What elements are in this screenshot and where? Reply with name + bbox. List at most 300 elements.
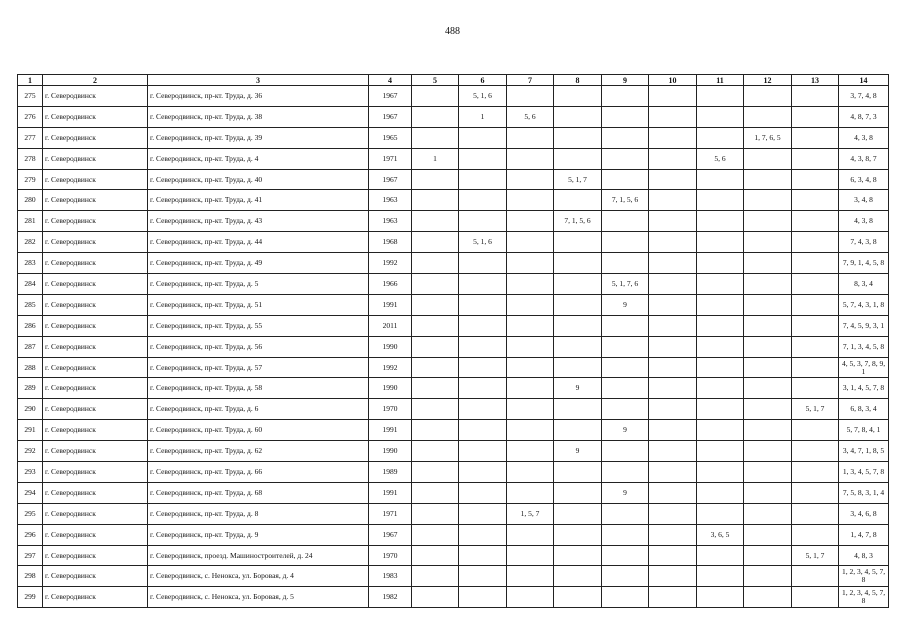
table-row bbox=[18, 399, 889, 420]
col5-cell bbox=[412, 441, 459, 462]
col13-cell bbox=[792, 148, 839, 169]
table-row bbox=[18, 357, 889, 378]
col13-cell bbox=[792, 274, 839, 295]
col12-cell bbox=[744, 336, 792, 357]
col7-cell bbox=[507, 274, 554, 295]
col11-cell bbox=[697, 503, 744, 524]
year-cell: 1966 bbox=[369, 274, 412, 295]
city-cell: г. Северодвинск bbox=[43, 315, 148, 336]
col11-cell: 3, 6, 5 bbox=[697, 524, 744, 545]
col7-cell bbox=[507, 169, 554, 190]
table-header-row bbox=[18, 75, 889, 86]
col6-cell bbox=[459, 482, 507, 503]
row-number: 298 bbox=[18, 566, 43, 587]
col10-cell bbox=[649, 211, 697, 232]
year-cell: 1982 bbox=[369, 587, 412, 608]
col9-cell bbox=[602, 566, 649, 587]
col7-cell bbox=[507, 462, 554, 483]
address-cell: г. Северодвинск, пр-кт. Труда, д. 9 bbox=[148, 524, 369, 545]
year-cell: 1971 bbox=[369, 503, 412, 524]
col14-cell: 3, 4, 6, 8 bbox=[839, 503, 889, 524]
col12-cell bbox=[744, 503, 792, 524]
col9-cell bbox=[602, 211, 649, 232]
col9-cell bbox=[602, 587, 649, 608]
col10-cell bbox=[649, 524, 697, 545]
col7-cell bbox=[507, 294, 554, 315]
col14-cell: 7, 4, 3, 8 bbox=[839, 232, 889, 253]
address-cell: г. Северодвинск, пр-кт. Труда, д. 36 bbox=[148, 86, 369, 107]
col6-cell: 1 bbox=[459, 106, 507, 127]
col14-cell: 1, 4, 7, 8 bbox=[839, 524, 889, 545]
year-cell: 1971 bbox=[369, 148, 412, 169]
col6-cell bbox=[459, 503, 507, 524]
col13-cell bbox=[792, 587, 839, 608]
col9-cell bbox=[602, 127, 649, 148]
col13-cell bbox=[792, 441, 839, 462]
table-row bbox=[18, 169, 889, 190]
col7-cell bbox=[507, 420, 554, 441]
col7-cell bbox=[507, 336, 554, 357]
col10-cell bbox=[649, 315, 697, 336]
year-cell: 1967 bbox=[369, 169, 412, 190]
col12-cell bbox=[744, 399, 792, 420]
col14-cell: 4, 3, 8 bbox=[839, 211, 889, 232]
col13-cell: 5, 1, 7 bbox=[792, 399, 839, 420]
col9-cell bbox=[602, 503, 649, 524]
year-cell: 1967 bbox=[369, 524, 412, 545]
col13-cell bbox=[792, 253, 839, 274]
col6-cell bbox=[459, 294, 507, 315]
col8-cell: 9 bbox=[554, 441, 602, 462]
row-number: 276 bbox=[18, 106, 43, 127]
col12-cell bbox=[744, 482, 792, 503]
col10-cell bbox=[649, 294, 697, 315]
year-cell: 1991 bbox=[369, 420, 412, 441]
col8-cell bbox=[554, 106, 602, 127]
year-cell: 1992 bbox=[369, 357, 412, 378]
col5-cell bbox=[412, 86, 459, 107]
row-number: 281 bbox=[18, 211, 43, 232]
col9-cell bbox=[602, 357, 649, 378]
col8-cell bbox=[554, 127, 602, 148]
col13-cell bbox=[792, 86, 839, 107]
column-header-7: 7 bbox=[507, 75, 554, 86]
col14-cell: 7, 4, 5, 9, 3, 1 bbox=[839, 315, 889, 336]
table-row bbox=[18, 482, 889, 503]
col11-cell bbox=[697, 211, 744, 232]
col13-cell bbox=[792, 462, 839, 483]
col9-cell: 5, 1, 7, 6 bbox=[602, 274, 649, 295]
city-cell: г. Северодвинск bbox=[43, 462, 148, 483]
col10-cell bbox=[649, 357, 697, 378]
address-cell: г. Северодвинск, пр-кт. Труда, д. 58 bbox=[148, 378, 369, 399]
col14-cell: 3, 4, 7, 1, 8, 5 bbox=[839, 441, 889, 462]
col11-cell bbox=[697, 462, 744, 483]
address-cell: г. Северодвинск, пр-кт. Труда, д. 44 bbox=[148, 232, 369, 253]
year-cell: 1990 bbox=[369, 378, 412, 399]
col5-cell: 1 bbox=[412, 148, 459, 169]
col10-cell bbox=[649, 127, 697, 148]
col13-cell bbox=[792, 294, 839, 315]
col14-cell: 1, 2, 3, 4, 5, 7, 8 bbox=[839, 566, 889, 587]
table-row bbox=[18, 566, 889, 587]
table-row bbox=[18, 524, 889, 545]
table-row bbox=[18, 462, 889, 483]
col6-cell bbox=[459, 315, 507, 336]
col8-cell bbox=[554, 587, 602, 608]
col6-cell bbox=[459, 524, 507, 545]
city-cell: г. Северодвинск bbox=[43, 274, 148, 295]
col11-cell bbox=[697, 274, 744, 295]
col14-cell: 1, 3, 4, 5, 7, 8 bbox=[839, 462, 889, 483]
col8-cell bbox=[554, 420, 602, 441]
table-row bbox=[18, 294, 889, 315]
column-header-9: 9 bbox=[602, 75, 649, 86]
col5-cell bbox=[412, 545, 459, 566]
col5-cell bbox=[412, 169, 459, 190]
col8-cell bbox=[554, 253, 602, 274]
column-header-13: 13 bbox=[792, 75, 839, 86]
col11-cell bbox=[697, 399, 744, 420]
row-number: 293 bbox=[18, 462, 43, 483]
col7-cell bbox=[507, 127, 554, 148]
row-number: 286 bbox=[18, 315, 43, 336]
col8-cell bbox=[554, 315, 602, 336]
col10-cell bbox=[649, 190, 697, 211]
address-cell: г. Северодвинск, пр-кт. Труда, д. 5 bbox=[148, 274, 369, 295]
col10-cell bbox=[649, 420, 697, 441]
address-cell: г. Северодвинск, пр-кт. Труда, д. 55 bbox=[148, 315, 369, 336]
column-header-14: 14 bbox=[839, 75, 889, 86]
col13-cell: 5, 1, 7 bbox=[792, 545, 839, 566]
col14-cell: 5, 7, 8, 4, 1 bbox=[839, 420, 889, 441]
col12-cell bbox=[744, 545, 792, 566]
col5-cell bbox=[412, 232, 459, 253]
city-cell: г. Северодвинск bbox=[43, 86, 148, 107]
column-header-1: 1 bbox=[18, 75, 43, 86]
col7-cell bbox=[507, 190, 554, 211]
col7-cell bbox=[507, 524, 554, 545]
col5-cell bbox=[412, 482, 459, 503]
col10-cell bbox=[649, 441, 697, 462]
col9-cell: 9 bbox=[602, 482, 649, 503]
col8-cell bbox=[554, 399, 602, 420]
col12-cell bbox=[744, 169, 792, 190]
col8-cell: 5, 1, 7 bbox=[554, 169, 602, 190]
col8-cell bbox=[554, 462, 602, 483]
col14-cell: 3, 7, 4, 8 bbox=[839, 86, 889, 107]
col6-cell bbox=[459, 441, 507, 462]
col5-cell bbox=[412, 462, 459, 483]
col5-cell bbox=[412, 274, 459, 295]
col11-cell bbox=[697, 587, 744, 608]
address-cell: г. Северодвинск, пр-кт. Труда, д. 68 bbox=[148, 482, 369, 503]
row-number: 292 bbox=[18, 441, 43, 462]
col13-cell bbox=[792, 106, 839, 127]
year-cell: 1991 bbox=[369, 294, 412, 315]
city-cell: г. Северодвинск bbox=[43, 169, 148, 190]
col11-cell bbox=[697, 106, 744, 127]
col13-cell bbox=[792, 482, 839, 503]
col6-cell bbox=[459, 190, 507, 211]
col8-cell bbox=[554, 148, 602, 169]
col13-cell bbox=[792, 232, 839, 253]
column-header-3: 3 bbox=[148, 75, 369, 86]
city-cell: г. Северодвинск bbox=[43, 503, 148, 524]
col6-cell bbox=[459, 462, 507, 483]
col8-cell bbox=[554, 545, 602, 566]
col7-cell bbox=[507, 315, 554, 336]
address-cell: г. Северодвинск, пр-кт. Труда, д. 60 bbox=[148, 420, 369, 441]
col11-cell bbox=[697, 86, 744, 107]
col11-cell bbox=[697, 357, 744, 378]
col10-cell bbox=[649, 253, 697, 274]
row-number: 296 bbox=[18, 524, 43, 545]
col10-cell bbox=[649, 274, 697, 295]
year-cell: 1990 bbox=[369, 441, 412, 462]
col13-cell bbox=[792, 357, 839, 378]
col7-cell bbox=[507, 399, 554, 420]
city-cell: г. Северодвинск bbox=[43, 420, 148, 441]
col11-cell bbox=[697, 566, 744, 587]
year-cell: 1965 bbox=[369, 127, 412, 148]
col5-cell bbox=[412, 566, 459, 587]
col12-cell bbox=[744, 232, 792, 253]
row-number: 290 bbox=[18, 399, 43, 420]
col13-cell bbox=[792, 211, 839, 232]
table-row bbox=[18, 503, 889, 524]
page-number: 488 bbox=[445, 26, 460, 37]
col9-cell bbox=[602, 253, 649, 274]
table-row bbox=[18, 315, 889, 336]
col14-cell: 1, 2, 3, 4, 5, 7, 8 bbox=[839, 587, 889, 608]
col10-cell bbox=[649, 399, 697, 420]
col11-cell bbox=[697, 294, 744, 315]
col7-cell bbox=[507, 545, 554, 566]
col6-cell bbox=[459, 127, 507, 148]
col7-cell: 5, 6 bbox=[507, 106, 554, 127]
col9-cell bbox=[602, 86, 649, 107]
col10-cell bbox=[649, 148, 697, 169]
col9-cell bbox=[602, 148, 649, 169]
col12-cell bbox=[744, 274, 792, 295]
col9-cell bbox=[602, 106, 649, 127]
address-cell: г. Северодвинск, пр-кт. Труда, д. 49 bbox=[148, 253, 369, 274]
col14-cell: 7, 9, 1, 4, 5, 8 bbox=[839, 253, 889, 274]
col8-cell bbox=[554, 524, 602, 545]
col10-cell bbox=[649, 482, 697, 503]
col9-cell bbox=[602, 378, 649, 399]
table-row bbox=[18, 86, 889, 107]
column-header-8: 8 bbox=[554, 75, 602, 86]
col12-cell bbox=[744, 566, 792, 587]
col11-cell bbox=[697, 545, 744, 566]
col9-cell bbox=[602, 336, 649, 357]
col7-cell bbox=[507, 148, 554, 169]
col12-cell bbox=[744, 148, 792, 169]
col10-cell bbox=[649, 566, 697, 587]
col8-cell bbox=[554, 190, 602, 211]
address-cell: г. Северодвинск, пр-кт. Труда, д. 40 bbox=[148, 169, 369, 190]
col5-cell bbox=[412, 399, 459, 420]
col6-cell bbox=[459, 545, 507, 566]
city-cell: г. Северодвинск bbox=[43, 378, 148, 399]
col7-cell bbox=[507, 482, 554, 503]
col14-cell: 7, 1, 3, 4, 5, 8 bbox=[839, 336, 889, 357]
col13-cell bbox=[792, 378, 839, 399]
col8-cell bbox=[554, 503, 602, 524]
table-body bbox=[18, 86, 889, 608]
col13-cell bbox=[792, 315, 839, 336]
col10-cell bbox=[649, 587, 697, 608]
col10-cell bbox=[649, 86, 697, 107]
address-cell: г. Северодвинск, пр-кт. Труда, д. 43 bbox=[148, 211, 369, 232]
col11-cell bbox=[697, 482, 744, 503]
city-cell: г. Северодвинск bbox=[43, 566, 148, 587]
col14-cell: 6, 8, 3, 4 bbox=[839, 399, 889, 420]
year-cell: 1992 bbox=[369, 253, 412, 274]
col5-cell bbox=[412, 315, 459, 336]
col10-cell bbox=[649, 378, 697, 399]
table-row bbox=[18, 545, 889, 566]
table-row bbox=[18, 106, 889, 127]
col9-cell: 9 bbox=[602, 420, 649, 441]
col5-cell bbox=[412, 378, 459, 399]
col8-cell bbox=[554, 294, 602, 315]
col11-cell bbox=[697, 336, 744, 357]
col12-cell bbox=[744, 294, 792, 315]
address-cell: г. Северодвинск, пр-кт. Труда, д. 41 bbox=[148, 190, 369, 211]
year-cell: 1990 bbox=[369, 336, 412, 357]
col6-cell bbox=[459, 336, 507, 357]
col11-cell bbox=[697, 190, 744, 211]
col11-cell bbox=[697, 127, 744, 148]
row-number: 299 bbox=[18, 587, 43, 608]
col6-cell bbox=[459, 274, 507, 295]
col7-cell bbox=[507, 587, 554, 608]
col12-cell bbox=[744, 315, 792, 336]
city-cell: г. Северодвинск bbox=[43, 357, 148, 378]
year-cell: 2011 bbox=[369, 315, 412, 336]
col13-cell bbox=[792, 524, 839, 545]
city-cell: г. Северодвинск bbox=[43, 253, 148, 274]
col5-cell bbox=[412, 420, 459, 441]
table-row bbox=[18, 378, 889, 399]
row-number: 297 bbox=[18, 545, 43, 566]
address-cell: г. Северодвинск, с. Ненокса, ул. Боровая, д. 4 bbox=[148, 566, 369, 587]
column-header-5: 5 bbox=[412, 75, 459, 86]
col12-cell bbox=[744, 378, 792, 399]
col6-cell bbox=[459, 378, 507, 399]
housing-register-table bbox=[17, 74, 889, 608]
year-cell: 1991 bbox=[369, 482, 412, 503]
col11-cell bbox=[697, 253, 744, 274]
table-row bbox=[18, 336, 889, 357]
col14-cell: 4, 8, 7, 3 bbox=[839, 106, 889, 127]
col11-cell bbox=[697, 169, 744, 190]
col8-cell bbox=[554, 357, 602, 378]
col12-cell bbox=[744, 211, 792, 232]
col8-cell bbox=[554, 482, 602, 503]
col8-cell bbox=[554, 232, 602, 253]
col5-cell bbox=[412, 357, 459, 378]
col9-cell bbox=[602, 399, 649, 420]
col10-cell bbox=[649, 169, 697, 190]
col9-cell bbox=[602, 315, 649, 336]
col9-cell: 9 bbox=[602, 294, 649, 315]
column-header-2: 2 bbox=[43, 75, 148, 86]
city-cell: г. Северодвинск bbox=[43, 127, 148, 148]
year-cell: 1967 bbox=[369, 106, 412, 127]
row-number: 279 bbox=[18, 169, 43, 190]
col7-cell bbox=[507, 86, 554, 107]
col9-cell: 7, 1, 5, 6 bbox=[602, 190, 649, 211]
col12-cell bbox=[744, 253, 792, 274]
col8-cell bbox=[554, 86, 602, 107]
col14-cell: 4, 5, 3, 7, 8, 9, 1 bbox=[839, 357, 889, 378]
address-cell: г. Северодвинск, пр-кт. Труда, д. 62 bbox=[148, 441, 369, 462]
city-cell: г. Северодвинск bbox=[43, 106, 148, 127]
col13-cell bbox=[792, 190, 839, 211]
year-cell: 1963 bbox=[369, 211, 412, 232]
col14-cell: 4, 3, 8, 7 bbox=[839, 148, 889, 169]
col12-cell bbox=[744, 441, 792, 462]
col13-cell bbox=[792, 127, 839, 148]
col10-cell bbox=[649, 462, 697, 483]
col11-cell bbox=[697, 232, 744, 253]
col13-cell bbox=[792, 169, 839, 190]
col5-cell bbox=[412, 294, 459, 315]
table-row bbox=[18, 253, 889, 274]
table-row bbox=[18, 127, 889, 148]
row-number: 288 bbox=[18, 357, 43, 378]
col14-cell: 8, 3, 4 bbox=[839, 274, 889, 295]
year-cell: 1970 bbox=[369, 399, 412, 420]
col7-cell bbox=[507, 566, 554, 587]
city-cell: г. Северодвинск bbox=[43, 148, 148, 169]
row-number: 289 bbox=[18, 378, 43, 399]
year-cell: 1970 bbox=[369, 545, 412, 566]
col9-cell bbox=[602, 545, 649, 566]
col5-cell bbox=[412, 503, 459, 524]
col6-cell bbox=[459, 357, 507, 378]
col7-cell bbox=[507, 441, 554, 462]
table-row bbox=[18, 211, 889, 232]
col7-cell bbox=[507, 232, 554, 253]
row-number: 285 bbox=[18, 294, 43, 315]
address-cell: г. Северодвинск, с. Ненокса, ул. Боровая, д. 5 bbox=[148, 587, 369, 608]
year-cell: 1967 bbox=[369, 86, 412, 107]
col14-cell: 5, 7, 4, 3, 1, 8 bbox=[839, 294, 889, 315]
col6-cell bbox=[459, 420, 507, 441]
address-cell: г. Северодвинск, пр-кт. Труда, д. 51 bbox=[148, 294, 369, 315]
city-cell: г. Северодвинск bbox=[43, 190, 148, 211]
col12-cell bbox=[744, 462, 792, 483]
table-row bbox=[18, 587, 889, 608]
col10-cell bbox=[649, 503, 697, 524]
city-cell: г. Северодвинск bbox=[43, 211, 148, 232]
year-cell: 1989 bbox=[369, 462, 412, 483]
col8-cell bbox=[554, 566, 602, 587]
col12-cell bbox=[744, 357, 792, 378]
col11-cell: 5, 6 bbox=[697, 148, 744, 169]
col8-cell: 9 bbox=[554, 378, 602, 399]
address-cell: г. Северодвинск, пр-кт. Труда, д. 66 bbox=[148, 462, 369, 483]
col6-cell bbox=[459, 253, 507, 274]
col5-cell bbox=[412, 336, 459, 357]
col7-cell bbox=[507, 253, 554, 274]
year-cell: 1968 bbox=[369, 232, 412, 253]
